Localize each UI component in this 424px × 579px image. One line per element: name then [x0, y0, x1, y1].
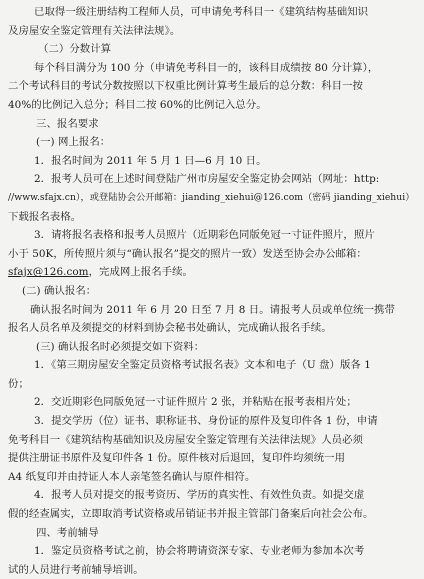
text-line: 报名人员名单及须提交的材料到协会秘书处确认，完成确认报名手续。 [8, 322, 332, 335]
text-line: 1．《第三期房屋安全鉴定员资格考试报名表》文本和电子（U 盘）版各 1 [34, 359, 371, 372]
text-line: 假的经查属实，立即取消考试资格或吊销证书并报主管部门备案后向社会公布。 [8, 508, 374, 521]
text-line: 40%的比例记入总分；科目二按 60%的比例记入总分。 [8, 98, 267, 111]
text-line: 1．鉴定员资格考试之前，协会将聘请资深专家、专业老师为参加本次考 [34, 545, 365, 558]
text-line: 及房屋安全鉴定管理有关法律法规》。 [8, 24, 181, 37]
text-line: 试的人员进行考前辅导培训。 [8, 563, 144, 576]
text-line: 份； [8, 377, 29, 390]
subheading: （二）分数计算 [38, 43, 112, 56]
text-line: 下载报名表格。 [8, 210, 82, 223]
text-line: 免考科目一《建筑结构基础知识及房屋安全鉴定管理有关法律法规》人员必须 [8, 433, 363, 446]
subheading: (一) 网上报名： [36, 136, 111, 149]
text-line: 3．提交学历（位）证书、职称证书、身份证的原件及复印件各 1 份，申请 [34, 415, 378, 428]
text-tail: ，完成网上报名手续。 [88, 266, 193, 279]
text-line: 确认报名时间为 2011 年 6 月 20 日至 7 月 8 日。请报考人员或单位统一携带 [30, 303, 395, 316]
text-line: 提供注册证书原件及复印件各 1 份。原件核对后退回，复印件均须统一用 [8, 452, 346, 465]
text-line: 2．交近期彩色同版免冠一寸证件照片 2 张，并粘贴在报考表相片处； [34, 396, 357, 409]
text-line [8, 263, 416, 282]
text-line: 已取得一级注册结构工程师人员，可申请免考科目一《建筑结构基础知识 [34, 6, 369, 18]
text-line: 1．报名时间为 2011 年 5 月 1 日—6 月 10 日。 [34, 154, 267, 167]
section-heading: 四、考前辅导 [36, 526, 99, 539]
text-line: A4 纸复印并由持证人本人亲笔签名确认与原件相符。 [8, 470, 256, 483]
subheading: (二) 确认报名： [22, 284, 97, 297]
text-line: 3．请将报名表格和报考人员照片（近期彩色同版免冠一寸证件照片，照片 [34, 229, 375, 242]
subheading: (三) 确认报名时必须提交如下资料： [36, 340, 205, 353]
text-line: 2．报考人员可在上述时间登陆广州市房屋安全鉴定协会网站（网址：http: [34, 173, 380, 186]
text-line: //www.sfajx.cn），或登陆协会公开邮箱：jianding_xiehui@126.com（密码 jianding_xiehui） [8, 191, 415, 203]
section-heading: 三、报名要求 [36, 117, 99, 130]
text-line: 小于 50K，所传照片须与“确认报名”提交的照片一致）发送至协会办公邮箱： [8, 247, 367, 260]
text-line: 每个科目满分为 100 分（申请免考科目一的，该科目成绩按 80 分计算）， [34, 61, 379, 74]
text-line: 4．报考人员对提交的报考资历、学历的真实性、有效性负责。如提交虚 [34, 489, 365, 502]
email-link[interactable]: sfajx@126.com [8, 266, 89, 279]
text-line: 二个考试科目的考试分数按照以下权重比例计算考生最后的总分数：科目一按 [8, 80, 363, 93]
